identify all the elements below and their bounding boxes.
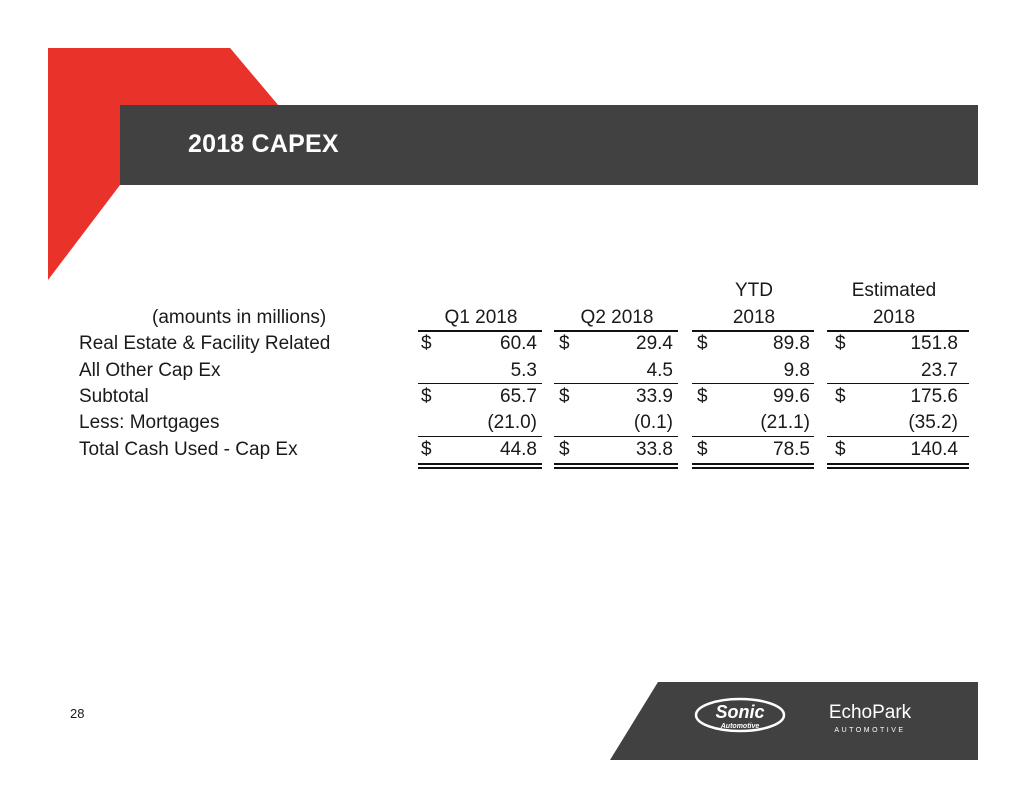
table-cell-value: 9.8 bbox=[783, 360, 810, 381]
column-header: Q1 2018 bbox=[444, 307, 518, 328]
currency-symbol: $ bbox=[559, 439, 570, 460]
subtotal-rule bbox=[827, 383, 969, 384]
table-cell-value: 151.8 bbox=[910, 333, 958, 354]
currency-symbol: $ bbox=[559, 333, 570, 354]
subtotal-rule bbox=[554, 383, 678, 384]
sonic-logo-text: Sonic bbox=[715, 702, 765, 722]
table-cell-value: 175.6 bbox=[910, 386, 958, 407]
row-label: Less: Mortgages bbox=[79, 412, 220, 433]
total-rule bbox=[692, 436, 814, 437]
currency-symbol: $ bbox=[697, 439, 708, 460]
echopark-logo-subtext: AUTOMOTIVE bbox=[834, 727, 906, 734]
table-cell-value: 65.7 bbox=[500, 386, 537, 407]
table-cell-value: (0.1) bbox=[633, 412, 673, 433]
table-cell-value: 60.4 bbox=[500, 333, 537, 354]
header-underline bbox=[827, 330, 969, 332]
header-underline bbox=[692, 330, 814, 332]
subtotal-rule bbox=[418, 383, 542, 384]
currency-symbol: $ bbox=[697, 333, 708, 354]
echopark-logo bbox=[829, 702, 912, 734]
row-label: Subtotal bbox=[79, 386, 149, 407]
double-rule-top bbox=[554, 463, 678, 465]
table-cell-value: 4.5 bbox=[646, 360, 673, 381]
total-rule bbox=[554, 436, 678, 437]
currency-symbol: $ bbox=[835, 439, 846, 460]
currency-symbol: $ bbox=[559, 386, 570, 407]
currency-symbol: $ bbox=[697, 386, 708, 407]
table-cell-value: 89.8 bbox=[773, 333, 810, 354]
table-cell-value: (21.0) bbox=[487, 412, 537, 433]
table-cell-value: 33.9 bbox=[636, 386, 673, 407]
total-rule bbox=[827, 436, 969, 437]
sonic-logo bbox=[696, 699, 784, 731]
table-cell-value: (35.2) bbox=[908, 412, 958, 433]
header-underline bbox=[554, 330, 678, 332]
sonic-logo-subtext: Automotive bbox=[720, 723, 760, 730]
column-header-top: Estimated bbox=[851, 280, 937, 301]
currency-symbol: $ bbox=[835, 386, 846, 407]
currency-symbol: $ bbox=[421, 333, 432, 354]
table-cell-value: 99.6 bbox=[773, 386, 810, 407]
table-cell-value: 5.3 bbox=[510, 360, 537, 381]
double-rule-bottom bbox=[827, 467, 969, 469]
header-underline bbox=[418, 330, 542, 332]
echopark-logo-text: EchoPark bbox=[828, 702, 912, 723]
double-rule-bottom bbox=[554, 467, 678, 469]
footer-logos bbox=[610, 680, 940, 760]
double-rule-top bbox=[827, 463, 969, 465]
table-cell-value: 44.8 bbox=[500, 439, 537, 460]
table-cell-value: 78.5 bbox=[773, 439, 810, 460]
table-cell-value: 33.8 bbox=[636, 439, 673, 460]
double-rule-bottom bbox=[692, 467, 814, 469]
double-rule-top bbox=[692, 463, 814, 465]
table-cell-value: 140.4 bbox=[910, 439, 958, 460]
units-label: (amounts in millions) bbox=[152, 307, 327, 328]
row-label: All Other Cap Ex bbox=[79, 360, 221, 381]
column-header: 2018 bbox=[732, 307, 776, 328]
currency-symbol: $ bbox=[421, 386, 432, 407]
currency-symbol: $ bbox=[835, 333, 846, 354]
column-header: 2018 bbox=[872, 307, 916, 328]
column-header: Q2 2018 bbox=[580, 307, 654, 328]
table-cell-value: (21.1) bbox=[760, 412, 810, 433]
page-number: 28 bbox=[70, 706, 85, 721]
row-label: Real Estate & Facility Related bbox=[79, 333, 331, 354]
table-cell-value: 29.4 bbox=[636, 333, 673, 354]
subtotal-rule bbox=[692, 383, 814, 384]
column-header-top: YTD bbox=[735, 280, 773, 301]
table-cell-value: 23.7 bbox=[921, 360, 958, 381]
row-label: Total Cash Used - Cap Ex bbox=[79, 439, 298, 460]
double-rule-bottom bbox=[418, 467, 542, 469]
double-rule-top bbox=[418, 463, 542, 465]
currency-symbol: $ bbox=[421, 439, 432, 460]
page-title: 2018 CAPEX bbox=[188, 130, 339, 158]
total-rule bbox=[418, 436, 542, 437]
